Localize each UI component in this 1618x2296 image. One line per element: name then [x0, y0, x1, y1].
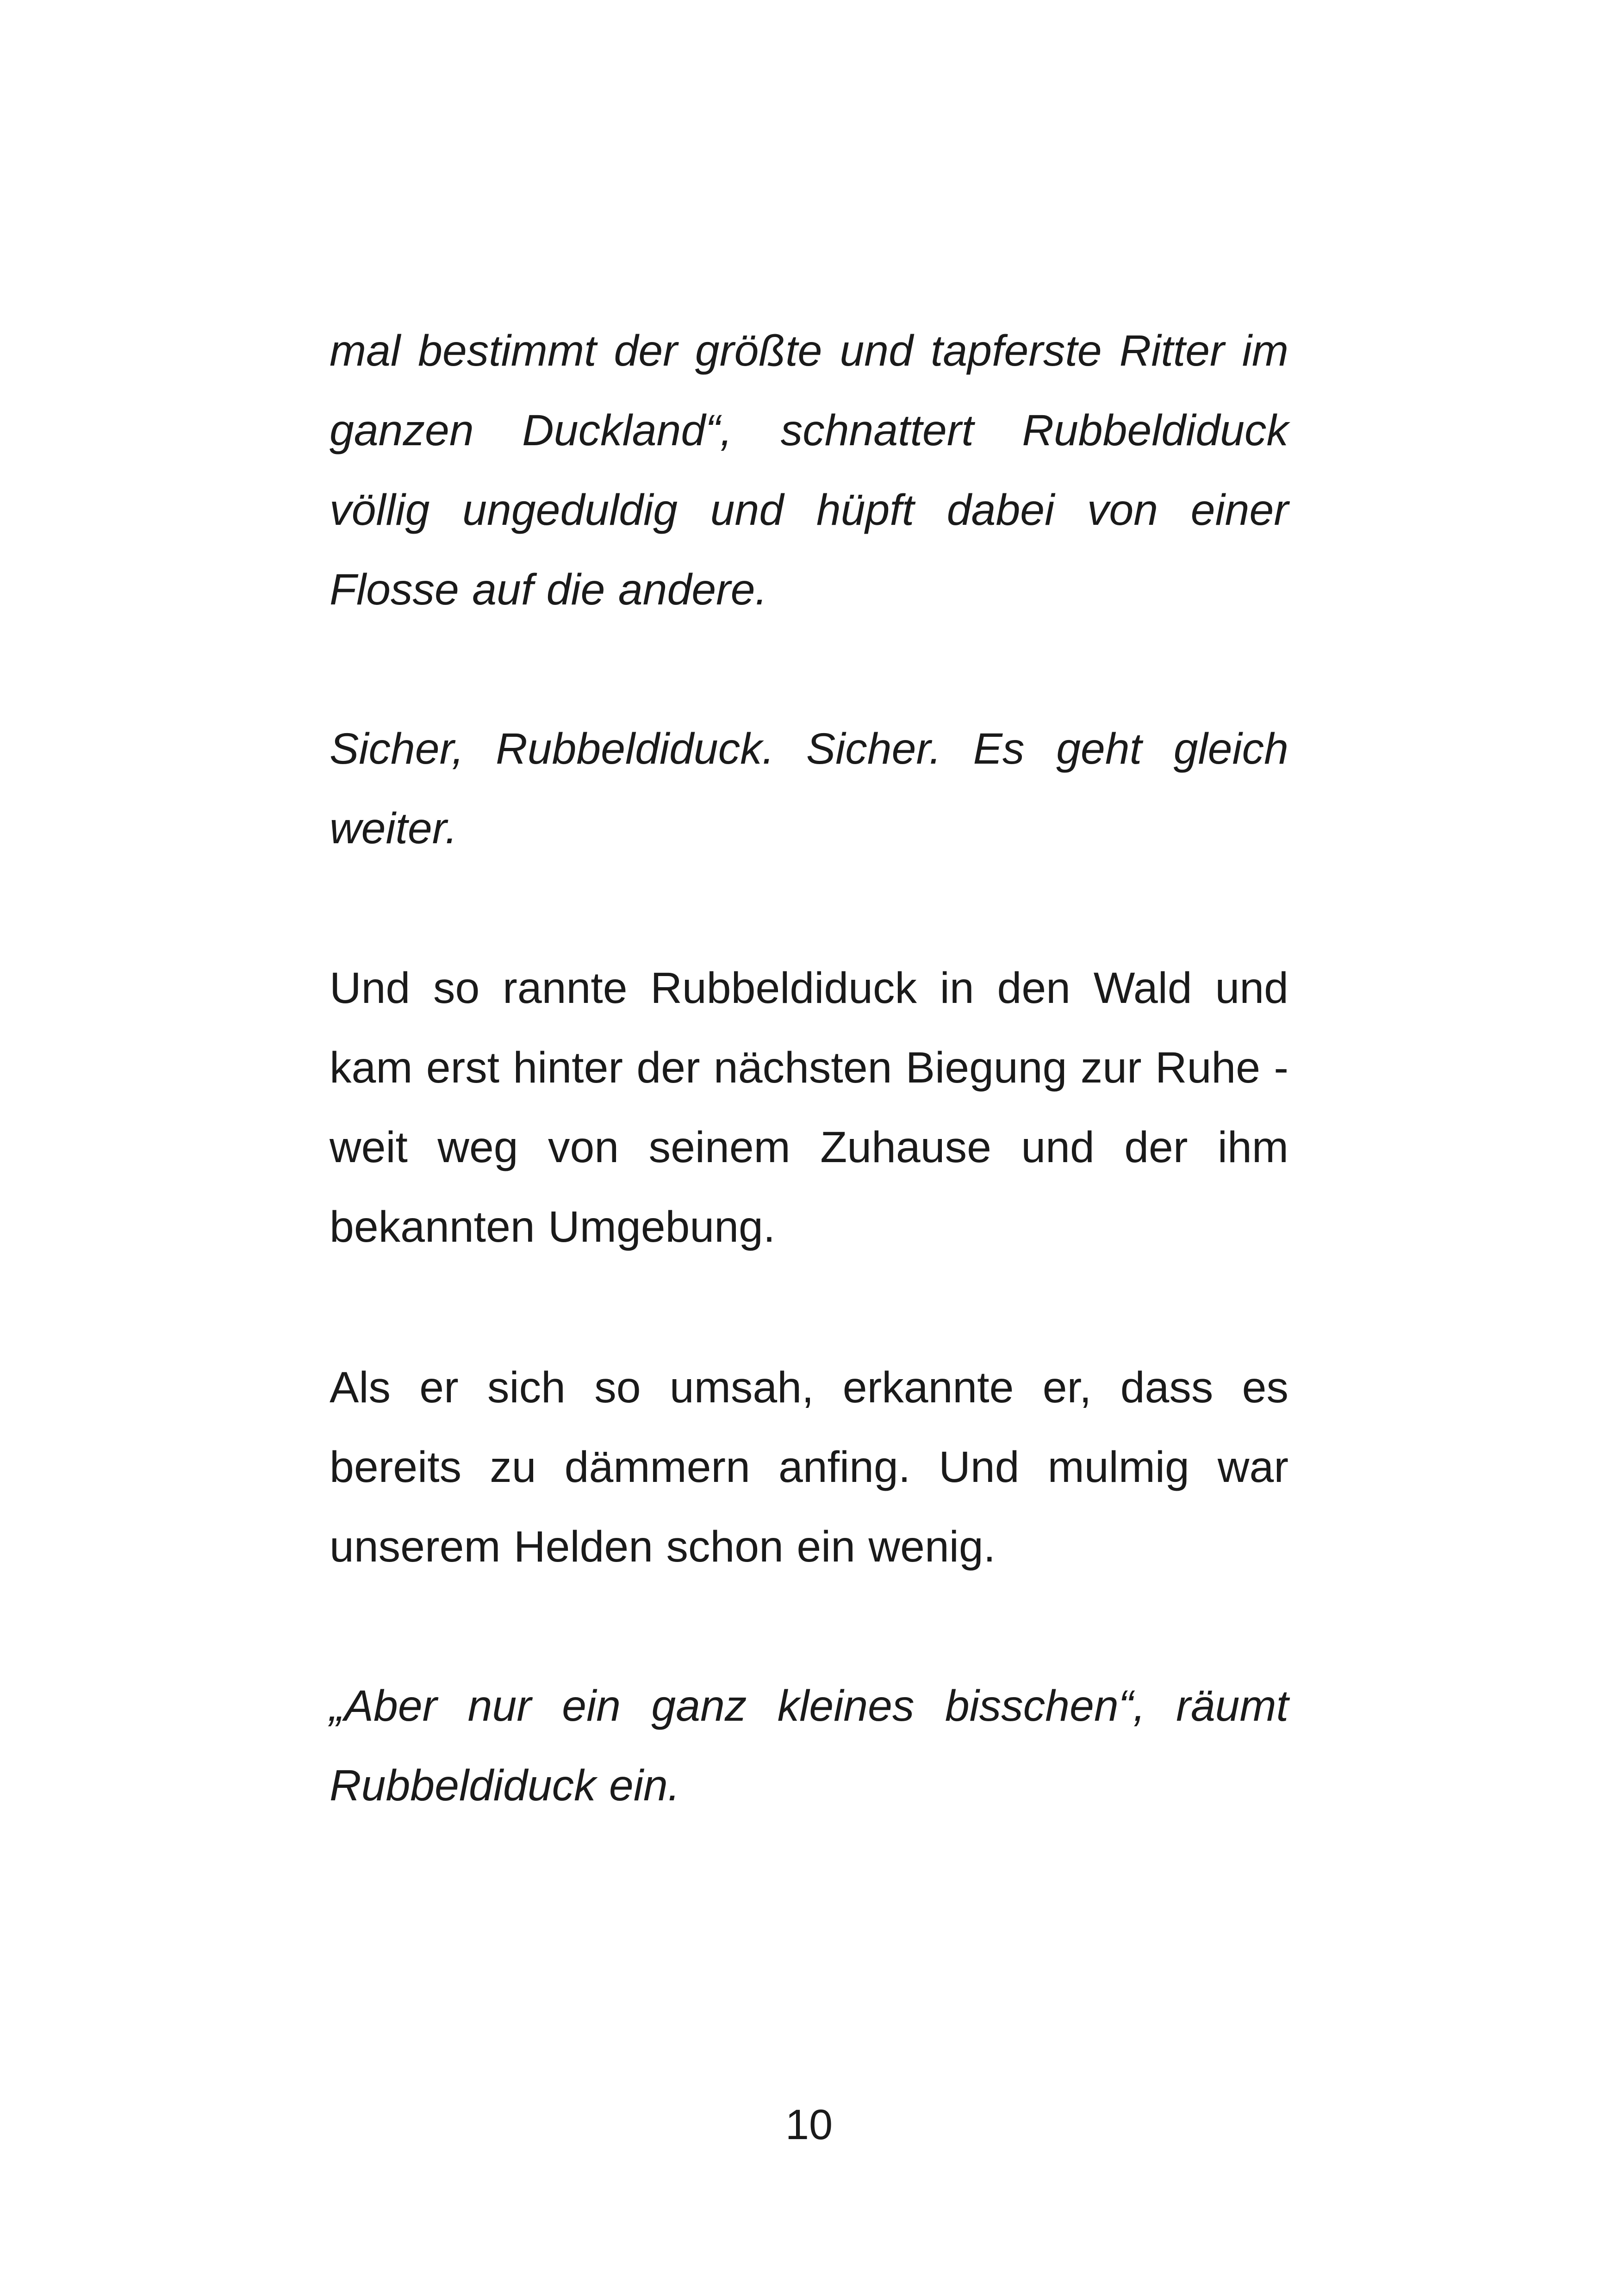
paragraph-5: „Aber nur ein ganz kleines bisschen“, räumt Rubbeldiduck ein.: [330, 1681, 1288, 1810]
paragraph-2: Sicher, Rubbeldiduck. Sicher. Es geht gleich weiter.: [330, 724, 1288, 853]
paragraph-4: Als er sich so umsah, erkannte er, dass es bereits zu dämmern anfing. Und mulmig war unserem Helden schon ein wenig.: [330, 1363, 1288, 1571]
paragraph-1: mal bestimmt der größte und tapferste Ritter im ganzen Duckland“, schnattert Rubbeldiduck völlig ungeduldig und hüpft dabei von einer Flosse auf die andere.: [330, 326, 1288, 614]
paragraph-3: Und so rannte Rubbeldiduck in den Wald und kam erst hinter der nächsten Biegung zur Ruhe - weit weg von seinem Zuhause und der ihm bekannten Umgebung.: [330, 964, 1288, 1251]
page-number: 10: [785, 2101, 833, 2148]
